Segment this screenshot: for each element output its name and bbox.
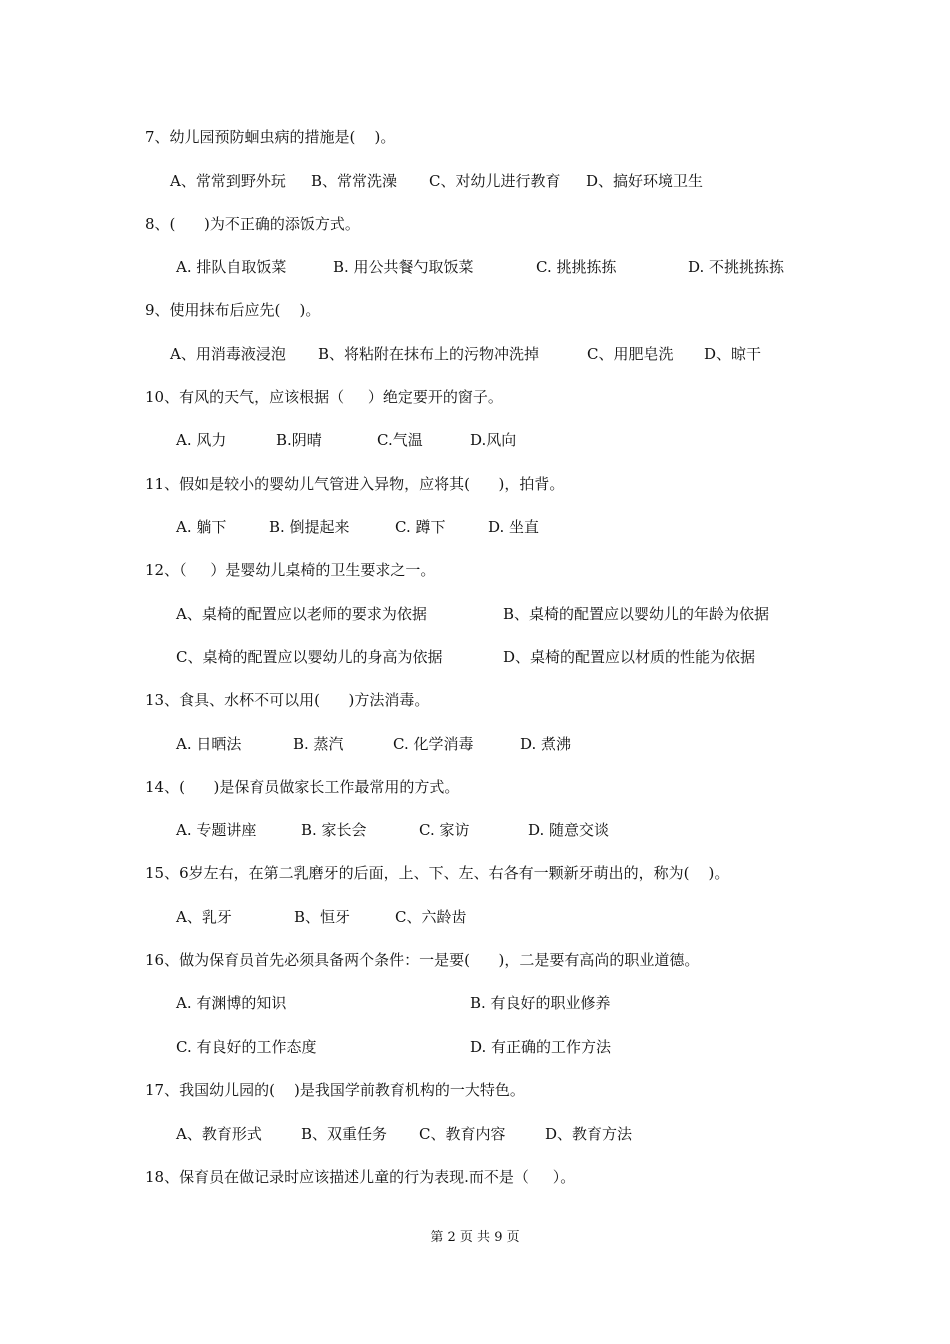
question-16-options-row1 xyxy=(0,993,950,1013)
question-12-options-row1 xyxy=(0,604,950,624)
option-c: C. 有良好的工作态度 xyxy=(176,1038,317,1056)
question-11-stem: 11、假如是较小的婴幼儿气管进入异物，应将其( )，拍背。 xyxy=(145,475,565,493)
question-10-stem: 10、有风的天气，应该根据（ ）绝定要开的窗子。 xyxy=(145,388,503,406)
question-17-stem: 17、我国幼儿园的( )是我国学前教育机构的一大特色。 xyxy=(145,1081,525,1099)
option-d: D、教育方法 xyxy=(545,1125,633,1143)
option-c: C、教育内容 xyxy=(419,1125,506,1143)
option-b: B. 用公共餐勺取饭菜 xyxy=(333,258,474,276)
question-15-stem: 15、6岁左右，在第二乳磨牙的后面，上、下、左、右各有一颗新牙萌出的，称为( )。 xyxy=(145,864,730,882)
option-a: A、教育形式 xyxy=(176,1125,262,1143)
option-d: D. 有正确的工作方法 xyxy=(470,1038,612,1056)
question-15-options xyxy=(0,907,950,927)
option-b: B、将粘附在抹布上的污物冲洗掉 xyxy=(318,345,540,363)
question-13-stem: 13、食具、水杯不可以用( )方法消毒。 xyxy=(145,691,430,709)
page-number-footer: 第 2 页 共 9 页 xyxy=(430,1230,520,1245)
option-b: B、恒牙 xyxy=(294,908,351,926)
option-c: C、对幼儿进行教育 xyxy=(429,172,561,190)
option-c: C、用肥皂洗 xyxy=(587,345,674,363)
option-d: D、晾干 xyxy=(704,345,762,363)
option-c: C. 蹲下 xyxy=(395,518,446,536)
question-16-stem: 16、做为保育员首先必须具备两个条件：一是要( )，二是要有高尚的职业道德。 xyxy=(145,951,700,969)
option-c: C. 挑挑拣拣 xyxy=(536,258,617,276)
question-14-stem: 14、( )是保育员做家长工作最常用的方式。 xyxy=(145,778,460,796)
option-d: D、搞好环境卫生 xyxy=(586,172,704,190)
option-a: A、乳牙 xyxy=(176,908,232,926)
option-b: B、桌椅的配置应以婴幼儿的年龄为依据 xyxy=(503,605,770,623)
option-c: C.气温 xyxy=(377,431,423,449)
question-8-stem: 8、( )为不正确的添饭方式。 xyxy=(145,215,360,233)
option-a: A. 有渊博的知识 xyxy=(176,994,287,1012)
option-d: D. 坐直 xyxy=(488,518,540,536)
question-12-stem: 12、（ ）是婴幼儿桌椅的卫生要求之一。 xyxy=(145,561,436,579)
question-9-stem: 9、使用抹布后应先( )。 xyxy=(145,301,321,319)
question-13-options xyxy=(0,734,950,754)
question-10-options xyxy=(0,430,950,450)
option-a: A. 排队自取饭菜 xyxy=(176,258,287,276)
question-7-stem: 7、幼儿园预防蛔虫病的措施是( )。 xyxy=(145,128,396,146)
question-12-options-row2 xyxy=(0,647,950,667)
option-c: C. 化学消毒 xyxy=(393,735,474,753)
question-14-options xyxy=(0,820,950,840)
option-a: A. 日晒法 xyxy=(176,735,242,753)
question-11-options xyxy=(0,517,950,537)
option-a: A. 专题讲座 xyxy=(176,821,257,839)
option-d: D. 不挑挑拣拣 xyxy=(688,258,785,276)
option-d: D. 煮沸 xyxy=(520,735,572,753)
option-b: B、双重任务 xyxy=(301,1125,388,1143)
option-b: B. 有良好的职业修养 xyxy=(470,994,611,1012)
option-c: C、桌椅的配置应以婴幼儿的身高为依据 xyxy=(176,648,443,666)
option-b: B. 蒸汽 xyxy=(293,735,344,753)
question-18-stem: 18、保育员在做记录时应该描述儿童的行为表现.而不是（ ）。 xyxy=(145,1168,576,1186)
option-a: A、桌椅的配置应以老师的要求为依据 xyxy=(176,605,427,623)
option-d: D、桌椅的配置应以材质的性能为依据 xyxy=(503,648,756,666)
option-c: C. 家访 xyxy=(419,821,470,839)
option-c: C、六龄齿 xyxy=(395,908,467,926)
question-17-options xyxy=(0,1124,950,1144)
option-d: D. 随意交谈 xyxy=(528,821,610,839)
option-b: B. 倒提起来 xyxy=(269,518,350,536)
option-b: B、常常洗澡 xyxy=(311,172,398,190)
option-a: A、常常到野外玩 xyxy=(170,172,286,190)
question-16-options-row2 xyxy=(0,1037,950,1057)
question-9-options xyxy=(0,344,950,364)
option-d: D.风向 xyxy=(470,431,517,449)
option-b: B. 家长会 xyxy=(301,821,367,839)
question-7-options xyxy=(0,171,950,191)
option-a: A. 风力 xyxy=(176,431,227,449)
option-b: B.阴晴 xyxy=(276,431,322,449)
question-8-options xyxy=(0,257,950,277)
option-a: A. 躺下 xyxy=(176,518,227,536)
option-a: A、用消毒液浸泡 xyxy=(170,345,286,363)
